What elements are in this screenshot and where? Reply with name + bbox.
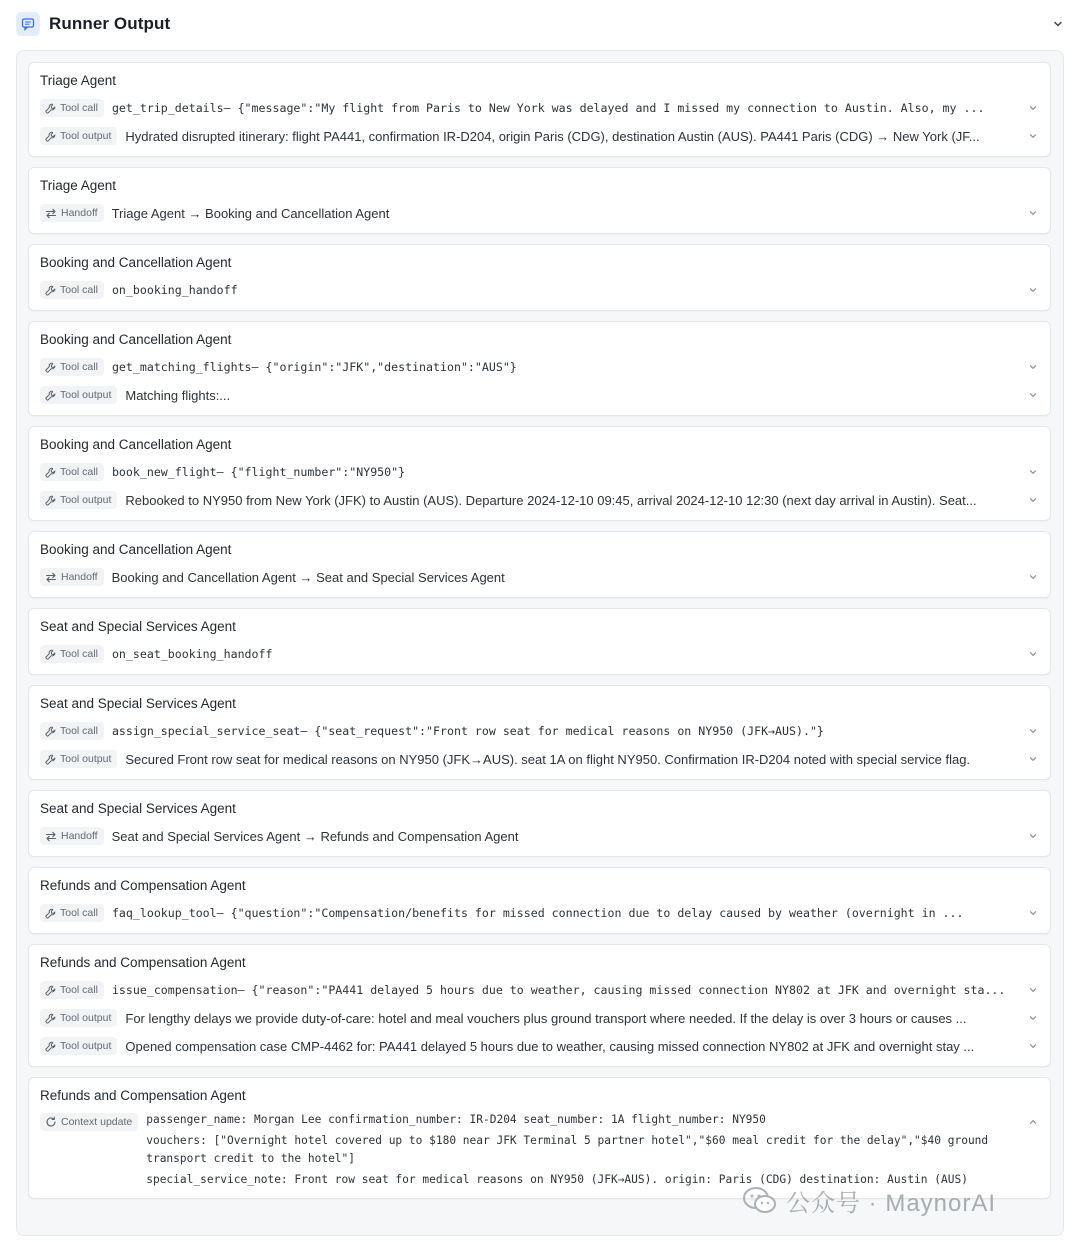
expand-chevron-icon[interactable]	[1026, 829, 1040, 843]
wrench-icon	[45, 1013, 60, 1024]
badge-label: Tool call	[60, 361, 98, 373]
context-values	[146, 1111, 1014, 1192]
badge-label: Handoff	[61, 830, 98, 842]
event-text: get_trip_details– {"message":"My flight from Paris to New York was delayed and I missed my connection to Austin. Also, my ...	[111, 101, 985, 115]
event-row[interactable]	[40, 745, 1040, 773]
badge-label: Tool output	[60, 494, 112, 506]
handoff-badge	[40, 568, 104, 586]
panel-title: Runner Output	[49, 14, 171, 33]
tool-call-badge	[40, 463, 104, 481]
event-row[interactable]	[40, 640, 1040, 668]
wechat-logo-icon	[742, 1186, 778, 1216]
tool-output-badge	[40, 386, 117, 404]
agent-event-card	[28, 685, 1051, 780]
agent-name: Booking and Cancellation Agent	[40, 255, 232, 270]
wrench-icon	[45, 754, 60, 765]
agent-name: Seat and Special Services Agent	[40, 619, 236, 634]
wrench-icon	[45, 1041, 60, 1052]
event-text: issue_compensation– {"reason":"PA441 delayed 5 hours due to weather, causing missed connection NY802 at JFK and overnight sta...	[111, 983, 1006, 997]
event-row[interactable]	[40, 276, 1040, 304]
tool-call-badge	[40, 358, 104, 376]
agent-event-card	[28, 944, 1051, 1067]
wrench-icon	[45, 649, 60, 660]
expand-chevron-icon[interactable]	[1026, 360, 1040, 374]
expand-chevron-icon[interactable]	[1026, 101, 1040, 115]
event-row[interactable]	[40, 1032, 1040, 1060]
agent-name: Booking and Cancellation Agent	[40, 542, 232, 557]
expand-chevron-icon[interactable]	[1026, 1039, 1040, 1053]
badge-label: Tool output	[60, 1040, 112, 1052]
badge-label: Tool call	[60, 648, 98, 660]
agent-name: Triage Agent	[40, 73, 117, 88]
event-row[interactable]	[40, 563, 1040, 591]
badge-label: Tool output	[60, 389, 112, 401]
tool-output-badge	[40, 1037, 117, 1055]
tool-output-badge	[40, 127, 117, 145]
event-row[interactable]	[40, 976, 1040, 1004]
badge-label: Tool call	[60, 284, 98, 296]
agent-name: Refunds and Compensation Agent	[40, 955, 246, 970]
expand-chevron-icon[interactable]	[1026, 906, 1040, 920]
agent-event-card	[28, 62, 1051, 157]
agent-event-card	[28, 426, 1051, 521]
context-line: vouchers: ["Overnight hotel covered up to $180 near JFK Terminal 5 partner hotel","$60 meal credit for the delay","$40 ground transport credit to the hotel"]	[146, 1134, 989, 1165]
wrench-icon	[45, 103, 60, 114]
badge-label: Tool call	[60, 907, 98, 919]
handoff-badge	[40, 827, 104, 845]
agent-event-card	[28, 867, 1051, 934]
runner-output-header	[0, 0, 1080, 48]
agent-name: Refunds and Compensation Agent	[40, 878, 246, 893]
wrench-icon	[45, 131, 60, 142]
tool-call-badge	[40, 981, 104, 999]
event-text: faq_lookup_tool– {"question":"Compensation/benefits for missed connection due to delay caused by weather (overnight in ...	[111, 906, 964, 920]
badge-label: Tool call	[60, 984, 98, 996]
event-text: For lengthy delays we provide duty-of-care: hotel and meal vouchers plus ground transport where needed. If the delay is over 3 hours or causes ...	[125, 1010, 967, 1026]
tool-call-badge	[40, 645, 104, 663]
agent-event-card	[28, 790, 1051, 857]
agent-name: Refunds and Compensation Agent	[40, 1088, 246, 1103]
swap-arrows-icon	[45, 208, 61, 219]
wrench-icon	[45, 362, 60, 373]
event-text: Triage Agent → Booking and Cancellation Agent	[111, 205, 390, 221]
event-text: Hydrated disrupted itinerary: flight PA441, confirmation IR-D204, origin Paris (CDG), destination Austin (AUS). PA441 Paris (CDG) → New York (JF...	[125, 128, 980, 144]
event-text: book_new_flight– {"flight_number":"NY950"}	[111, 465, 406, 479]
event-row[interactable]	[40, 717, 1040, 745]
agent-event-card	[28, 167, 1051, 234]
event-text: get_matching_flights– {"origin":"JFK","destination":"AUS"}	[111, 360, 517, 374]
event-text: assign_special_service_seat– {"seat_request":"Front row seat for medical reasons on NY950 (JFK→AUS)."}	[111, 724, 824, 738]
badge-label: Tool output	[60, 1012, 112, 1024]
agent-name: Seat and Special Services Agent	[40, 696, 236, 711]
tool-output-badge	[40, 1009, 117, 1027]
expand-chevron-icon[interactable]	[1026, 206, 1040, 220]
event-text: Booking and Cancellation Agent → Seat and Special Services Agent	[111, 569, 505, 585]
expand-chevron-icon[interactable]	[1026, 283, 1040, 297]
badge-label: Tool call	[60, 102, 98, 114]
expand-chevron-icon[interactable]	[1026, 465, 1040, 479]
tool-output-badge	[40, 491, 117, 509]
badge-label: Tool output	[60, 130, 112, 142]
badge-label: Context update	[61, 1116, 133, 1128]
agent-name: Booking and Cancellation Agent	[40, 332, 232, 347]
wrench-icon	[45, 467, 60, 478]
event-row[interactable]	[40, 199, 1040, 227]
context-line: passenger_name: Morgan Lee confirmation_number: IR-D204 seat_number: 1A flight_number: NY950	[146, 1113, 766, 1126]
badge-label: Tool output	[60, 753, 112, 765]
badge-label: Tool call	[60, 466, 98, 478]
swap-arrows-icon	[45, 572, 61, 583]
wrench-icon	[45, 495, 60, 506]
event-row[interactable]	[40, 94, 1040, 122]
expand-chevron-icon[interactable]	[1026, 983, 1040, 997]
chat-icon	[16, 12, 40, 36]
event-row[interactable]	[40, 899, 1040, 927]
badge-label: Handoff	[61, 207, 98, 219]
tool-call-badge	[40, 904, 104, 922]
expand-chevron-icon[interactable]	[1026, 493, 1040, 507]
collapse-chevron-icon[interactable]	[1026, 1115, 1040, 1129]
context-line: special_service_note: Front row seat for medical reasons on NY950 (JFK→AUS). origin: Paris (CDG) destination: Austin (AUS)	[146, 1173, 968, 1186]
expand-chevron-icon[interactable]	[1026, 1011, 1040, 1025]
context-update-row[interactable]	[40, 1109, 1040, 1192]
event-text: Rebooked to NY950 from New York (JFK) to Austin (AUS). Departure 2024-12-10 09:45, arrival 2024-12-10 12:30 (next day arrival in Austin). Seat...	[125, 492, 977, 508]
expand-chevron-icon[interactable]	[1026, 388, 1040, 402]
refresh-icon	[45, 1116, 61, 1128]
expand-chevron-icon[interactable]	[1026, 647, 1040, 661]
wrench-icon	[45, 908, 60, 919]
event-text: Opened compensation case CMP-4462 for: PA441 delayed 5 hours due to weather, causing missed connection NY802 at JFK and overnight stay ...	[125, 1038, 975, 1054]
agent-event-card	[28, 608, 1051, 675]
tool-call-badge	[40, 281, 104, 299]
agent-name: Booking and Cancellation Agent	[40, 437, 232, 452]
badge-label: Handoff	[61, 571, 98, 583]
swap-arrows-icon	[45, 831, 61, 842]
context-update-badge	[40, 1113, 138, 1131]
collapse-panel-chevron-icon[interactable]	[1050, 16, 1066, 32]
tool-call-badge	[40, 722, 104, 740]
agent-event-card	[28, 321, 1051, 416]
event-row[interactable]	[40, 486, 1040, 514]
event-text: on_seat_booking_handoff	[111, 647, 273, 661]
agent-name: Triage Agent	[40, 178, 117, 193]
wrench-icon	[45, 726, 60, 737]
watermark	[742, 1183, 996, 1218]
expand-chevron-icon[interactable]	[1026, 752, 1040, 766]
event-text: on_booking_handoff	[111, 283, 238, 297]
tool-call-badge	[40, 99, 104, 117]
wrench-icon	[45, 285, 60, 296]
tool-output-badge	[40, 750, 117, 768]
handoff-badge	[40, 204, 104, 222]
event-row[interactable]	[40, 1004, 1040, 1032]
expand-chevron-icon[interactable]	[1026, 129, 1040, 143]
runner-output-list	[16, 50, 1064, 1236]
event-row[interactable]	[40, 381, 1040, 409]
event-text: Matching flights:...	[125, 387, 231, 403]
badge-label: Tool call	[60, 725, 98, 737]
wrench-icon	[45, 985, 60, 996]
event-row[interactable]	[40, 353, 1040, 381]
event-text: Secured Front row seat for medical reasons on NY950 (JFK→AUS). seat 1A on flight NY950. Confirmation IR-D204 noted with special service flag.	[125, 751, 971, 767]
expand-chevron-icon[interactable]	[1026, 724, 1040, 738]
agent-name: Seat and Special Services Agent	[40, 801, 236, 816]
watermark-text: 公众号 · MaynorAI	[786, 1190, 997, 1217]
event-text: Seat and Special Services Agent → Refunds and Compensation Agent	[111, 828, 519, 844]
event-row[interactable]	[40, 122, 1040, 150]
agent-event-card	[28, 244, 1051, 311]
expand-chevron-icon[interactable]	[1026, 570, 1040, 584]
event-row[interactable]	[40, 822, 1040, 850]
agent-event-card	[28, 531, 1051, 598]
wrench-icon	[45, 390, 60, 401]
context-update-card	[28, 1077, 1051, 1199]
event-row[interactable]	[40, 458, 1040, 486]
